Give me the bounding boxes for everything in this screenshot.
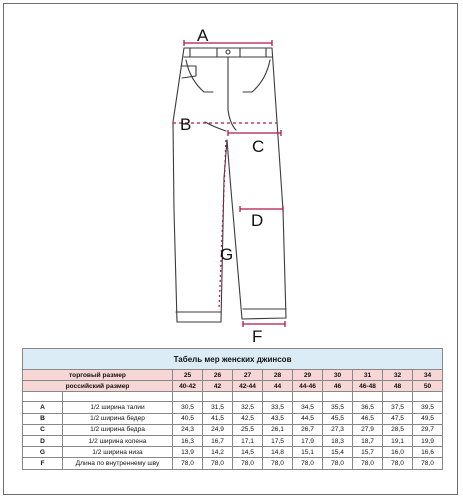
trade-size-row-label: торговый размер: [23, 370, 173, 381]
label-d: D: [251, 211, 264, 230]
row-value: 17,9: [293, 435, 323, 446]
table-row: [23, 447, 443, 458]
trade-size-row-cell: 31: [353, 370, 383, 381]
russian-size-row-cell: 40-42: [173, 381, 203, 392]
row-value: 27,3: [323, 424, 353, 435]
size-table: [22, 348, 443, 470]
right-pocket: [243, 60, 270, 92]
row-value: 17,1: [233, 435, 263, 446]
russian-size-row: [23, 381, 443, 392]
trade-size-row-cell: 30: [323, 370, 353, 381]
russian-size-row-cell: 42-44: [233, 381, 263, 392]
row-value: 16,6: [413, 447, 443, 458]
row-value: 42,5: [233, 413, 263, 424]
row-value: 18,7: [353, 435, 383, 446]
row-name: 1/2 ширина низа: [63, 447, 173, 458]
jeans-outline: [173, 48, 286, 322]
label-a: A: [197, 26, 209, 45]
label-f: F: [252, 327, 263, 345]
row-value: 16,0: [383, 447, 413, 458]
row-key: D: [23, 435, 63, 446]
row-value: 78,0: [383, 458, 413, 469]
row-value: 45,5: [323, 413, 353, 424]
row-value: 19,9: [413, 435, 443, 446]
row-key: F: [23, 458, 63, 469]
russian-size-row-cell: 46-48: [353, 381, 383, 392]
spacer-cell: [263, 392, 293, 402]
row-value: 35,5: [323, 402, 353, 413]
russian-size-row-cell: 42: [203, 381, 233, 392]
table-row: [23, 402, 443, 413]
spacer-cell: [23, 392, 63, 402]
row-key: C: [23, 424, 63, 435]
row-name: 1/2 ширина бедра: [63, 424, 173, 435]
spacer-cell: [233, 392, 263, 402]
table-row: [23, 424, 443, 435]
row-value: 37,5: [383, 402, 413, 413]
spacer-cell: [353, 392, 383, 402]
russian-size-row-label: российский размер: [23, 381, 173, 392]
trade-size-row-cell: 27: [233, 370, 263, 381]
row-name: Длина по внутреннему шву: [63, 458, 173, 469]
row-value: 27,9: [353, 424, 383, 435]
russian-size-row-cell: 44-46: [293, 381, 323, 392]
row-value: 16,3: [173, 435, 203, 446]
row-value: 40,5: [173, 413, 203, 424]
row-value: 78,0: [173, 458, 203, 469]
trade-size-row-cell: 29: [293, 370, 323, 381]
label-b: B: [180, 115, 192, 134]
table-title: Табель мер женских джинсов: [23, 349, 443, 370]
table-row: [23, 435, 443, 446]
table-row: [23, 458, 443, 469]
row-name: 1/2 ширина бедер: [63, 413, 173, 424]
spacer-cell: [173, 392, 203, 402]
row-value: 78,0: [233, 458, 263, 469]
row-value: 17,5: [263, 435, 293, 446]
fly-stitch: [228, 57, 236, 130]
row-value: 44,5: [293, 413, 323, 424]
belt-loops: [190, 48, 266, 57]
spacer-cell: [323, 392, 353, 402]
button: [226, 50, 230, 54]
row-value: 30,5: [173, 402, 203, 413]
row-value: 47,5: [383, 413, 413, 424]
russian-size-row-cell: 50: [413, 381, 443, 392]
row-value: 41,5: [203, 413, 233, 424]
measure-g-line: [219, 140, 226, 310]
row-value: 14,8: [263, 447, 293, 458]
row-value: 29,7: [413, 424, 443, 435]
row-value: 24,3: [173, 424, 203, 435]
trade-size-row-cell: 28: [263, 370, 293, 381]
row-value: 78,0: [353, 458, 383, 469]
row-value: 78,0: [263, 458, 293, 469]
row-value: 14,2: [203, 447, 233, 458]
trade-size-row-cell: 26: [203, 370, 233, 381]
row-value: 24,9: [203, 424, 233, 435]
row-value: 49,5: [413, 413, 443, 424]
row-key: A: [23, 402, 63, 413]
trade-size-row-cell: 32: [383, 370, 413, 381]
russian-size-row-cell: 48: [383, 381, 413, 392]
row-value: 46,5: [353, 413, 383, 424]
spacer-row: [23, 392, 443, 402]
row-value: 34,5: [293, 402, 323, 413]
row-key: G: [23, 447, 63, 458]
row-value: 15,1: [293, 447, 323, 458]
label-c: C: [252, 137, 265, 156]
trade-size-row: [23, 370, 443, 381]
row-value: 78,0: [323, 458, 353, 469]
spacer-cell: [413, 392, 443, 402]
row-value: 14,5: [233, 447, 263, 458]
row-value: 36,5: [353, 402, 383, 413]
spacer-cell: [203, 392, 233, 402]
label-g: G: [220, 245, 234, 264]
row-value: 78,0: [293, 458, 323, 469]
russian-size-row-cell: 44: [263, 381, 293, 392]
row-value: 39,5: [413, 402, 443, 413]
row-value: 18,3: [323, 435, 353, 446]
row-value: 25,5: [233, 424, 263, 435]
row-value: 31,5: [203, 402, 233, 413]
spacer-cell: [63, 392, 173, 402]
trade-size-row-cell: 25: [173, 370, 203, 381]
row-value: 26,1: [263, 424, 293, 435]
row-value: 15,4: [323, 447, 353, 458]
row-key: B: [23, 413, 63, 424]
row-value: 26,7: [293, 424, 323, 435]
row-value: 78,0: [203, 458, 233, 469]
row-value: 78,0: [413, 458, 443, 469]
russian-size-row-cell: 46: [323, 381, 353, 392]
left-pocket: [186, 60, 213, 92]
row-value: 19,1: [383, 435, 413, 446]
row-value: 43,5: [263, 413, 293, 424]
row-name: 1/2 ширина колена: [63, 435, 173, 446]
spacer-cell: [383, 392, 413, 402]
table-row: [23, 413, 443, 424]
row-value: 16,7: [203, 435, 233, 446]
row-value: 32,5: [233, 402, 263, 413]
row-value: 15,7: [353, 447, 383, 458]
row-value: 28,5: [383, 424, 413, 435]
row-value: 33,5: [263, 402, 293, 413]
row-name: 1/2 ширина талии: [63, 402, 173, 413]
row-value: 13,9: [173, 447, 203, 458]
spacer-cell: [293, 392, 323, 402]
trade-size-row-cell: 34: [413, 370, 443, 381]
